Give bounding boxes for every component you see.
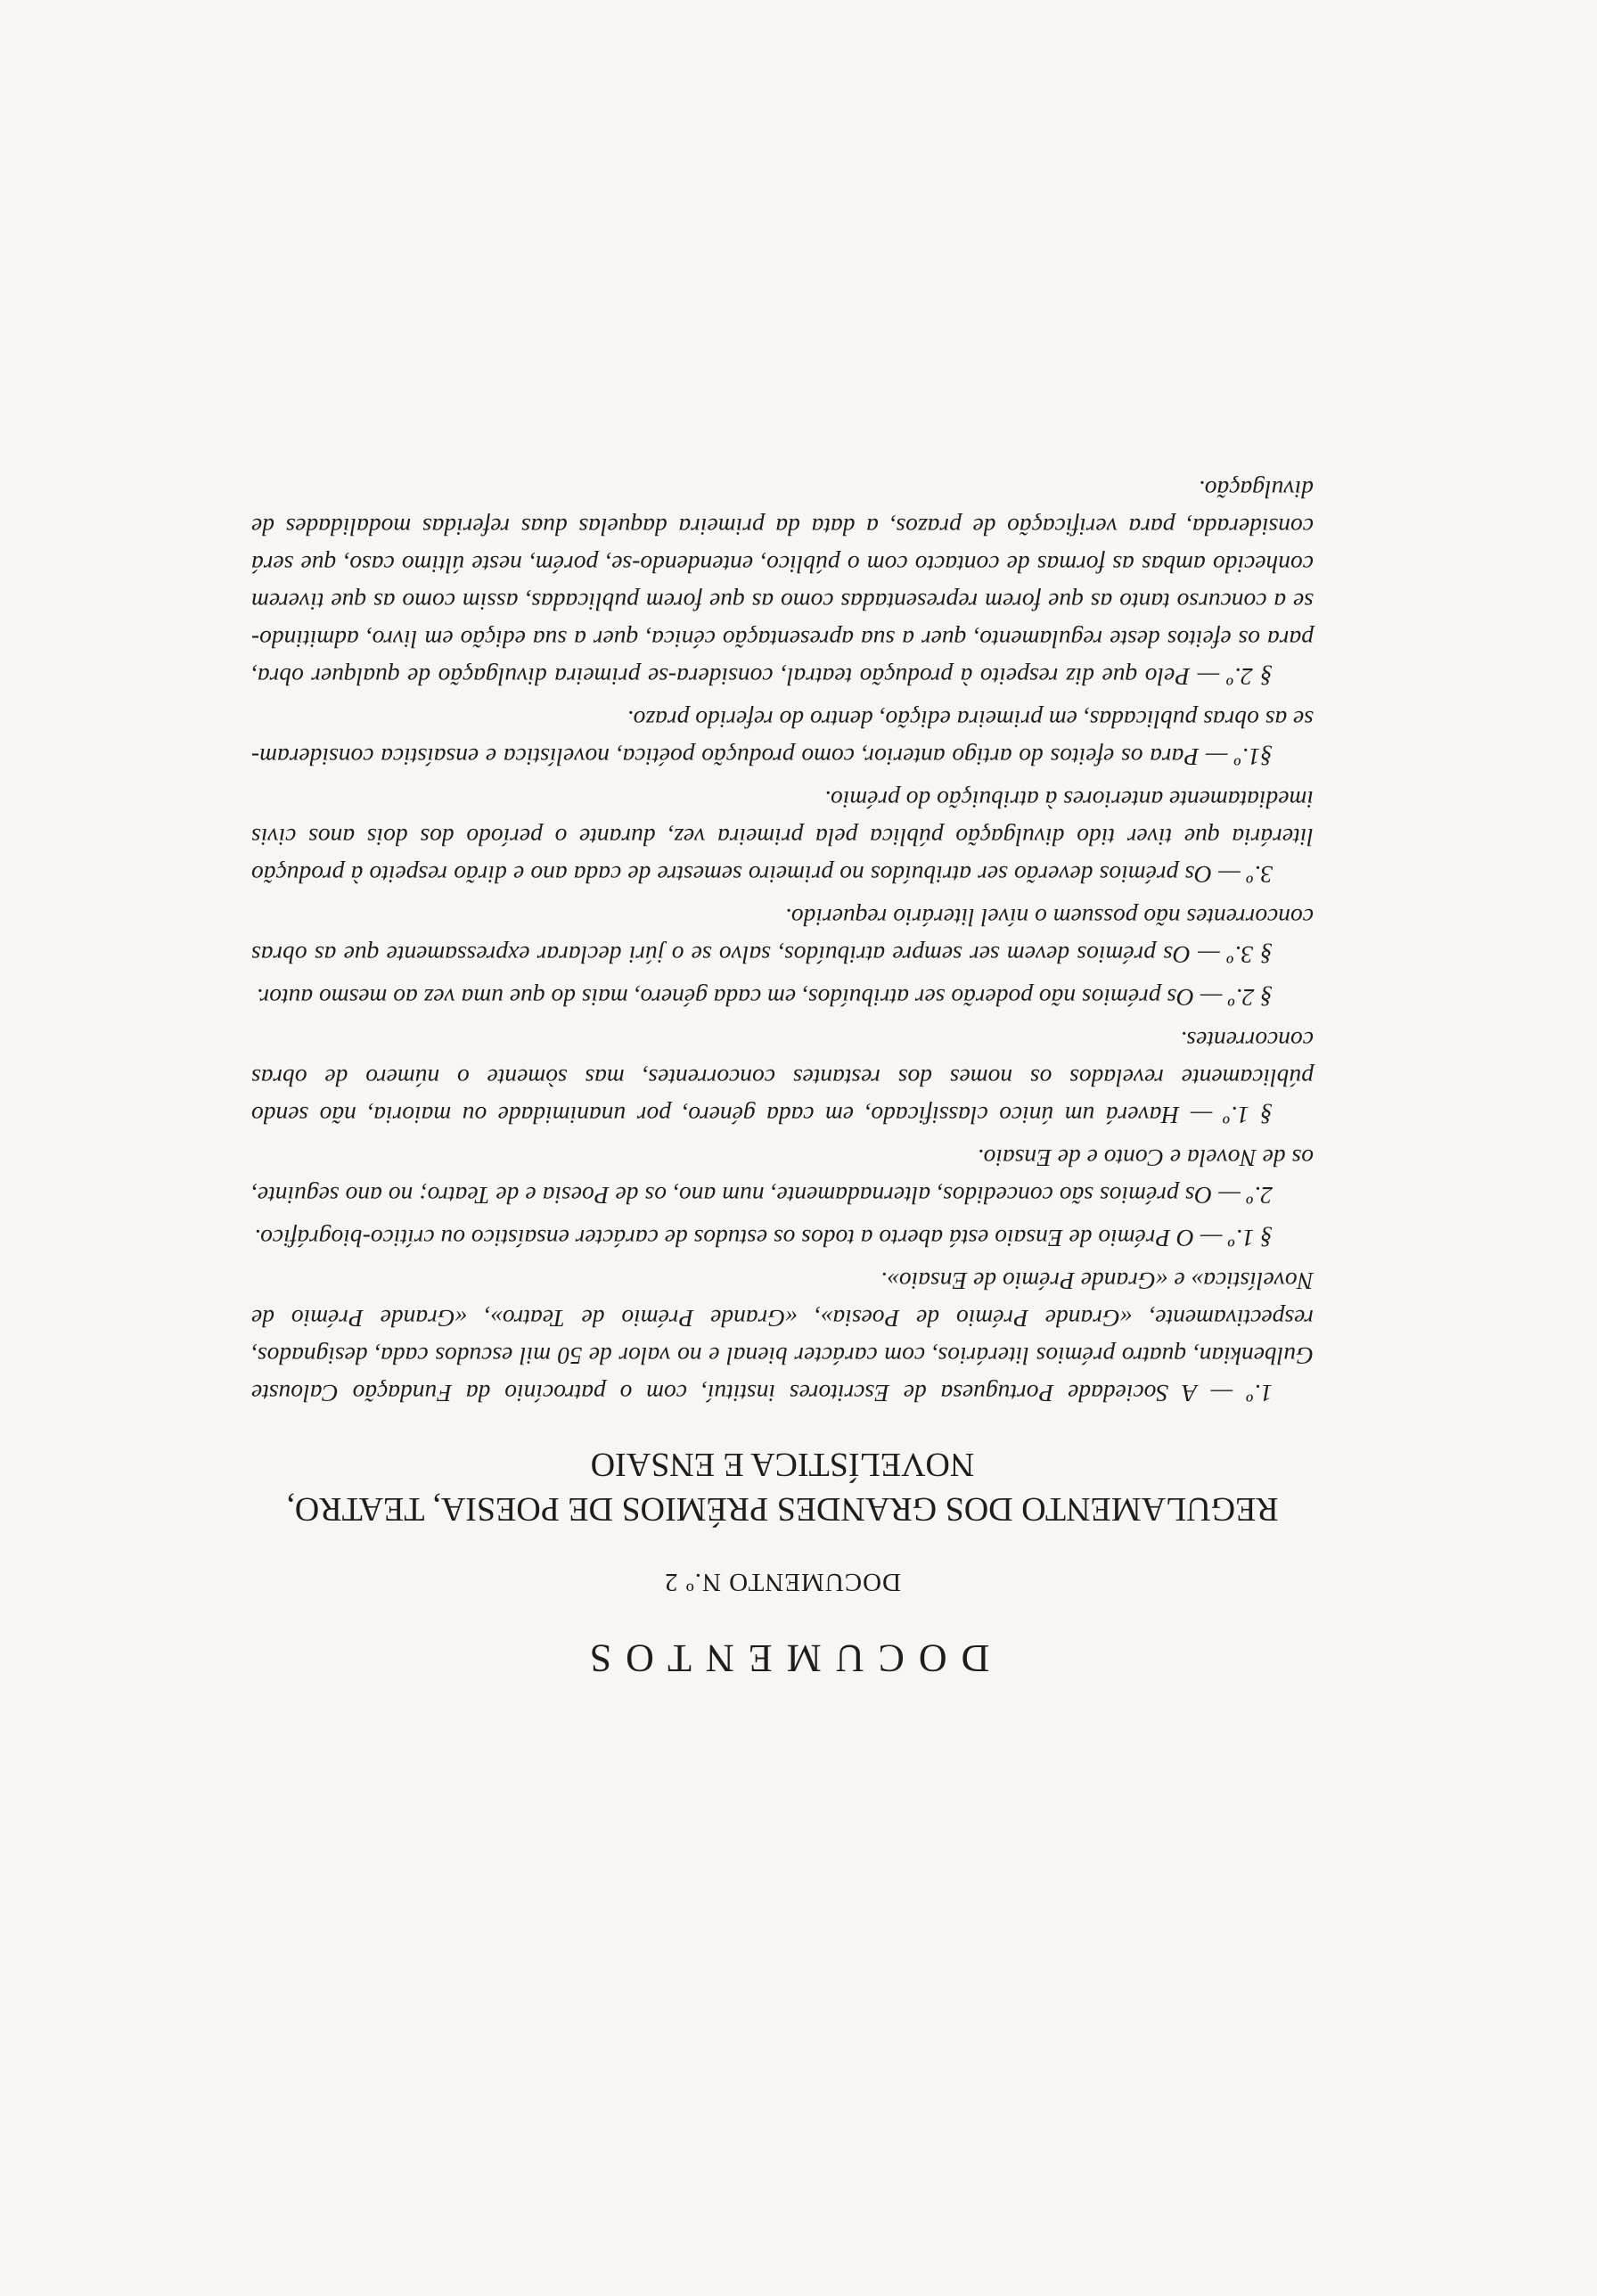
article-1: 1.º — A Sociedade Portuguesa de Escritores instituí, com o patrocínio da Fundação Calouste Gulbenkian, quatro prémios literários, com carácter bienal e no valor de 50 mil escudos cada, designados, respectivamente, «Grande Prémio de Poesia», «Grande Prémio de Teatro», «Grande Prémio de Novelística» e «Grande Prémio de Ensaio». [251, 1267, 1314, 1407]
regulation-title-line-1: REGULAMENTO DOS GRANDES PRÉMIOS DE POESIA, TEATRO, [286, 1490, 1279, 1528]
regulation-title [251, 1442, 1314, 1531]
article-2-paragraph-3: § 3.º — Os prémios devem ser sempre atribuídos, salvo se o júri declarar expressamente que as obras concorrentes não possuem o nível literário requerido. [251, 904, 1314, 969]
document-number: DOCUMENTO N.º 2 [664, 1568, 901, 1596]
main-title: DOCUMENTOS [575, 1636, 990, 1680]
article-3-paragraph-2: § 2.º — Pelo que diz respeito à produção teatral, considera-se primeira divulgação de qualquer obra, para os efeitos deste regulamento, quer a sua apresentação cénica, quer a sua edição em livro, admitindo-se a concurso tanto as que forem representadas como as que forem publicadas, assim como as que tiverem conhecido ambas as formas de contacto com o público, entendendo-se, porém, neste último caso, que será considerada, para verificação de prazos, a data da primeira daquelas duas referidas modalidades de divulgação. [251, 476, 1314, 691]
article-2-paragraph-2: § 2.º — Os prémios não poderão ser atribuídos, em cada género, mais do que uma vez ao mesmo autor. [256, 984, 1273, 1012]
article-1-paragraph-1: § 1.º — O Prémio de Ensaio está aberto a todos os estudos de carácter ensaístico ou crítico-biográfico. [254, 1225, 1273, 1252]
article-2: 2.º — Os prémios são concedidos, alternadamente, num ano, os de Poesia e de Teatro; no ano seguinte, os de Novela e Conto e de Ensaio. [251, 1144, 1314, 1210]
article-2-paragraph-1: § 1.º — Haverá um único classificado, em cada género, por unanimidade ou maioria, não sendo públicamente revelados os nomes dos restantes concorrentes, mas sòmente o número de obras concorrentes. [251, 1027, 1314, 1129]
article-3: 3.º — Os prémios deverão ser atribuídos no primeiro semestre de cada ano e dirão respeito à produção literária que tiver tido divulgação pública pela primeira vez, durante o período dos dois anos civis imediatamente anteriores à atribuição do prémio. [251, 786, 1314, 889]
article-3-paragraph-1: §1.º — Para os efeitos do artigo anterior, como produção poética, novelística e ensaística consideram-se as obras publicadas, em primeira edição, dentro do referido prazo. [251, 706, 1314, 771]
regulation-title-line-2: NOVELÍSTICA E ENSAIO [590, 1446, 975, 1483]
page-content [251, 471, 1314, 1681]
